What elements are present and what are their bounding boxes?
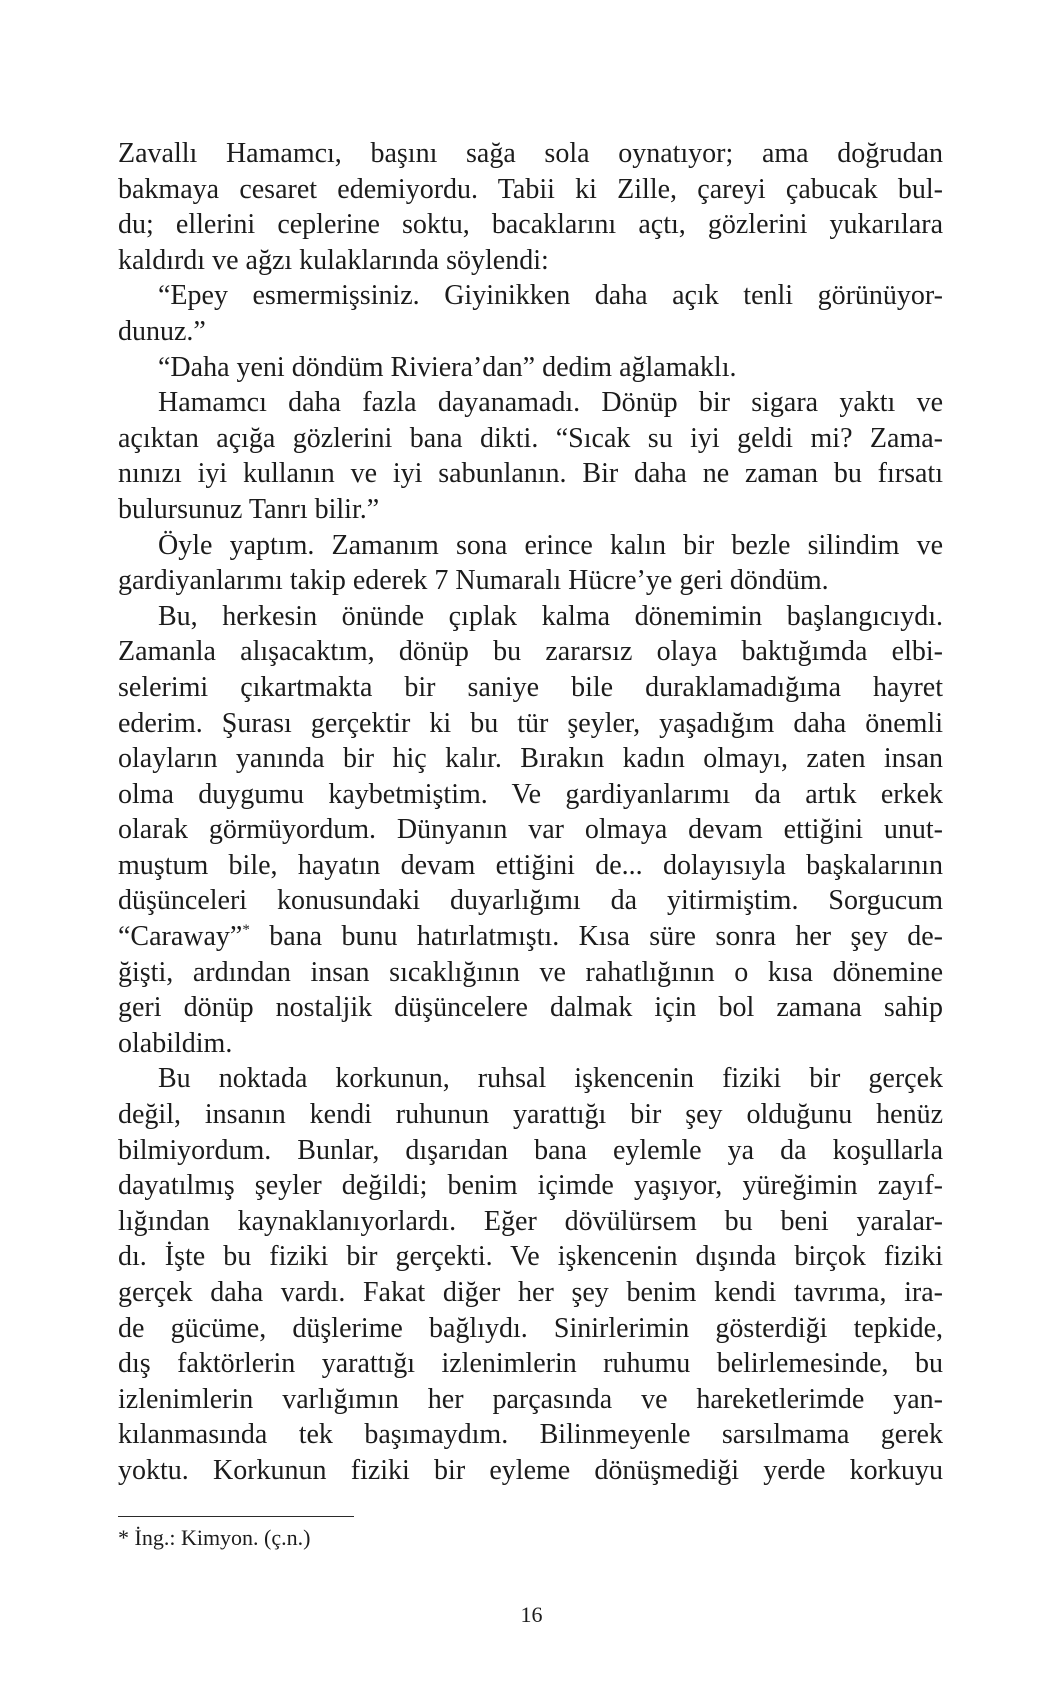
footnote: * İng.: Kimyon. (ç.n.)	[118, 1525, 311, 1550]
text-line: Öyle yaptım. Zamanım sona erince kalın bir bezle silindim ve	[158, 529, 943, 561]
caraway-word: “Caraway”	[118, 921, 243, 953]
text-line: ederim. Şurası gerçektir ki bu tür şeyler, yaşadığım daha önemli	[118, 707, 943, 739]
text-line: bulursunuz Tanrı bilir.”	[118, 493, 380, 525]
text-line: Hamamcı daha fazla dayanamadı. Dönüp bir sigara yaktı ve	[158, 387, 943, 419]
text-line: bilmiyordum. Bunlar, dışarıdan bana eylemle ya da koşullarla	[118, 1134, 943, 1166]
text-line: Bu noktada korkunun, ruhsal işkencenin fiziki bir gerçek	[158, 1063, 943, 1095]
text-line: düşünceleri konusundaki duyarlığımı da yitirmiştim. Sorgucum	[118, 885, 943, 917]
text-line: yoktu. Korkunun fiziki bir eyleme dönüşmediği yerde korkuyu	[118, 1454, 943, 1486]
text-line: dı. İşte bu fiziki bir gerçekti. Ve işkencenin dışında birçok fiziki	[118, 1241, 943, 1273]
text-line: ğişti, ardından insan sıcaklığının ve rahatlığının o kısa dönemine	[118, 956, 943, 988]
text-line: izlenimlerin varlığımın her parçasında ve hareketlerimde yan-	[118, 1383, 943, 1415]
caraway-line-rest: bana bunu hatırlatmıştı. Kısa süre sonra her şey de-	[249, 921, 943, 953]
text-line: olabildim.	[118, 1027, 233, 1059]
text-line: Zamanla alışacaktım, dönüp bu zararsız olaya baktığımda elbi-	[118, 636, 943, 668]
text-line: kaldırdı ve ağzı kulaklarında söylendi:	[118, 244, 549, 276]
text-line: olma duygumu kaybetmiştim. Ve gardiyanlarımı da artık erkek	[118, 778, 943, 810]
text-line: gardiyanlarımı takip ederek 7 Numaralı Hücre’ye geri döndüm.	[118, 565, 829, 597]
body-text	[118, 136, 943, 1489]
footnote-marker: *	[242, 922, 250, 939]
text-line: Bu, herkesin önünde çıplak kalma dönemimin başlangıcıydı.	[158, 600, 943, 632]
footnote-divider	[118, 1516, 354, 1517]
text-line: de gücüme, düşlerime bağlıydı. Sinirlerimin gösterdiği tepkide,	[118, 1312, 943, 1344]
text-line: du; ellerini ceplerine soktu, bacaklarını açtı, gözlerini yukarılara	[118, 209, 943, 241]
text-line: lığından kaynaklanıyorlardı. Eğer dövülürsem bu beni yaralar-	[118, 1205, 943, 1237]
text-line: dunuz.”	[118, 315, 206, 347]
text-line-with-footnote-marker	[118, 919, 943, 955]
text-line: “Daha yeni döndüm Riviera’dan” dedim ağlamaklı.	[158, 351, 737, 383]
text-line: “Epey esmermişsiniz. Giyinikken daha açık tenli görünüyor-	[158, 280, 943, 312]
text-line: kılanmasında tek başımaydım. Bilinmeyenle sarsılmama gerek	[118, 1419, 943, 1451]
text-line: muştum bile, hayatın devam ettiğini de... dolayısıyla başkalarının	[118, 849, 943, 881]
text-line: selerimi çıkartmakta bir saniye bile duraklamadığıma hayret	[118, 671, 943, 703]
text-line: gerçek daha vardı. Fakat diğer her şey benim kendi tavrıma, ira-	[118, 1277, 943, 1308]
text-line: olayların yanında bir hiç kalır. Bırakın kadın olmayı, zaten insan	[118, 743, 943, 775]
text-line: açıktan açığa gözlerini bana dikti. “Sıcak su iyi geldi mi? Zama-	[118, 422, 943, 454]
text-line: olarak görmüyordum. Dünyanın var olmaya devam ettiğini unut-	[118, 814, 943, 846]
text-line: dayatılmış şeyler değildi; benim içimde yaşıyor, yüreğimin zayıf-	[118, 1170, 943, 1202]
page-number: 16	[520, 1602, 543, 1627]
text-line: nınızı iyi kullanın ve iyi sabunlanın. Bir daha ne zaman bu fırsatı	[118, 458, 943, 490]
text-line: Zavallı Hamamcı, başını sağa sola oynatıyor; ama doğrudan	[118, 138, 943, 169]
text-line: geri dönüp nostaljik düşüncelere dalmak için bol zamana sahip	[118, 992, 943, 1024]
text-line: değil, insanın kendi ruhunun yarattığı bir şey olduğunu henüz	[118, 1099, 943, 1131]
text-line: dış faktörlerin yarattığı izlenimlerin ruhumu belirlemesinde, bu	[118, 1348, 943, 1380]
text-line: bakmaya cesaret edemiyordu. Tabii ki Zille, çareyi çabucak bul-	[118, 173, 943, 205]
